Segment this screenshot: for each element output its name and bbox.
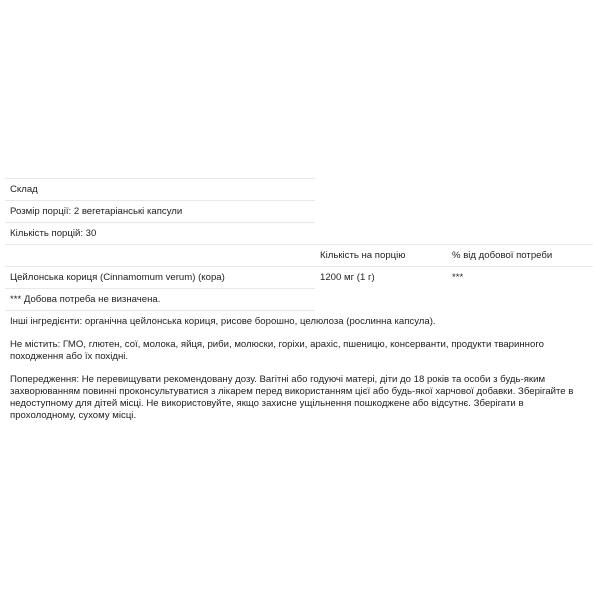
table-header-row (5, 245, 593, 267)
table-title: Склад (5, 179, 315, 201)
footnote: *** Добова потреба не визначена. (5, 289, 315, 311)
servings-count: Кількість порцій: 30 (5, 223, 315, 245)
ingredient-name: Цейлонська кориця (Cinnamomum verum) (кора) (5, 267, 315, 289)
servings-row (5, 223, 593, 245)
other-ingredients: Інші інгредієнти: органічна цейлонська кориця, рисове борошно, целюлоза (рослинна капсула). (10, 316, 436, 327)
free-of: Не містить: ГМО, глютен, сої, молока, яйця, риби, молюски, горіхи, арахіс, пшеницю, консерванти, продукти тваринного походження або їх похідні. (10, 339, 544, 362)
supplement-facts-table (5, 178, 593, 311)
table-title-row (5, 179, 593, 201)
ingredient-amount: 1200 мг (1 г) (315, 267, 447, 289)
product-notes (10, 316, 590, 433)
footnote-row (5, 289, 593, 311)
header-daily-value: % від добової потреби (447, 245, 593, 267)
ingredient-daily-value: *** (447, 267, 593, 289)
serving-size-row (5, 201, 593, 223)
warning: Попередження: Не перевищувати рекомендовану дозу. Вагітні або годуючі матері, діти до 18 років та особи з будь-яким захворюванням повинні проконсультуватися з лікарем перед використанням цієї або будь-якої харчової добавки. Зберігайте в недоступному для дітей місці. Не використовуйте, якщо захисне ущільнення пошкоджене або відсутнє. Зберігати в прохолодному, сухому місці. (10, 374, 574, 421)
header-amount: Кількість на порцію (315, 245, 447, 267)
serving-size: Розмір порції: 2 вегетаріанські капсули (5, 201, 315, 223)
table-row (5, 267, 593, 289)
